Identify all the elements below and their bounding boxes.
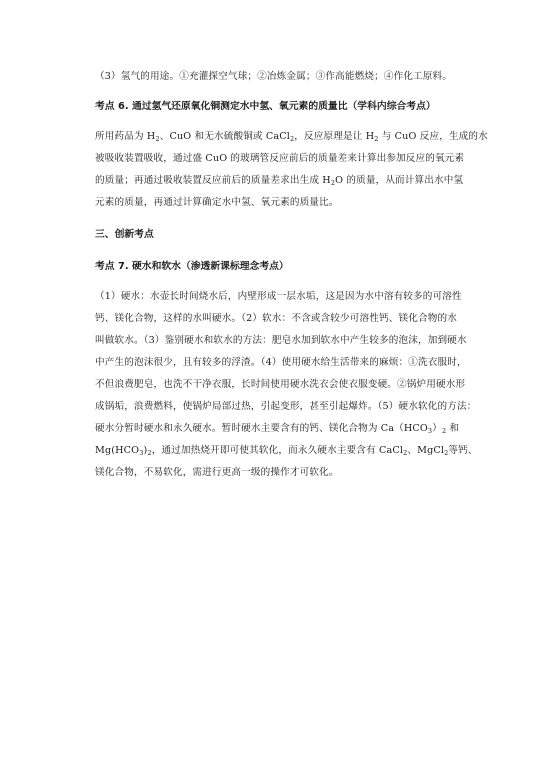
text-run: 硬水分暂时硬水和永久硬水。暂时硬水主要含有的钙、镁化合物为 Ca（HCO (95, 423, 428, 434)
text-line (95, 170, 463, 192)
point-7-number: 7 (118, 261, 125, 272)
text-line (95, 126, 488, 148)
text-run: 所用药品为 H (95, 131, 156, 142)
subscript: 2 (444, 449, 449, 457)
subscript: 2 (403, 449, 408, 457)
text-run: 中产生的泡沫很少，且有较多的浮渣。（4）使用硬水给生活带来的麻烦：①洗衣服时， (95, 357, 467, 368)
text-run: ） (432, 423, 442, 434)
text-run: 、MgCl (407, 445, 445, 456)
text-run: 成锅垢，浪费燃料，使锅炉局部过热，引起变形，甚至引起爆炸。（5）硬水软化的方法： (95, 401, 477, 412)
text-run: ，通过加热烧开即可使其软化，而永久硬水主要含有 CaCl (151, 445, 404, 456)
hydrogen-uses-line: （3）氢气的用途。①充灌探空气球；②冶炼金属；③作高能燃烧；④作化工原料。 (95, 71, 453, 82)
text-run: （1）硬水：水壶长时间烧水后，内壁形成一层水垢，这是因为水中溶有较多的可溶性 (95, 291, 462, 302)
text-line (95, 418, 463, 440)
point-6-number: 6 (118, 101, 125, 112)
text-run: 元素的质量，再通过计算确定水中氢、氧元素的质量比。 (95, 197, 339, 208)
text-run: 等钙、 (448, 445, 478, 456)
text-line (95, 374, 466, 396)
text-run: 的质量；再通过吸收装置反应前后的质量差求出生成 H (95, 175, 331, 186)
text-line (95, 286, 463, 308)
point-7-title: . 硬水和软水（渗透新课标理念考点） (124, 261, 289, 272)
subscript: 2 (374, 135, 379, 143)
text-run: Mg(HCO (95, 445, 140, 456)
point-6-prefix: 考点 (95, 101, 115, 112)
document-page (95, 66, 488, 484)
text-run: ) (143, 445, 148, 456)
text-run: 镁化合物，不易软化，需进行更高一级的操作才可软化。 (95, 467, 339, 478)
text-line (95, 192, 463, 214)
point-6-heading (95, 96, 463, 118)
subscript: 2 (441, 427, 447, 435)
point-7-paragraph (95, 286, 478, 484)
text-run: 被吸收装置吸收，通过盛 CuO 的玻璃管反应前后的质量差来计算出参加反应的氧元素 (95, 153, 465, 164)
subscript: 2 (147, 449, 152, 457)
text-line (95, 308, 463, 330)
text-line (95, 330, 467, 352)
point-6-title: . 通过氢气还原氧化铜测定水中氢、氧元素的质量比（学科内综合考点） (124, 101, 436, 112)
subscript: 2 (330, 179, 336, 187)
text-run: 钙、镁化合物，这样的水叫硬水。（2）软水：不含或含较少可溶性钙、镁化合物的水 (95, 313, 457, 324)
text-line (95, 396, 477, 418)
text-run: O 的质量，从而计算出水中氢 (335, 175, 464, 186)
section-3-heading: 三、创新考点 (95, 229, 154, 240)
point-6-paragraph (95, 126, 488, 214)
subscript: 3 (139, 449, 144, 457)
subscript: 2 (290, 135, 295, 143)
text-line (95, 148, 463, 170)
text-line (95, 440, 478, 462)
text-run: 不但浪费肥皂，也洗不干净衣服，长时间使用硬水洗衣会使衣服变硬。②锅炉用硬水形 (95, 379, 466, 390)
text-run: 叫做软水。（3）鉴别硬水和软水的方法：肥皂水加到软水中产生较多的泡沫，加到硬水 (95, 335, 467, 346)
point-7-heading (95, 256, 463, 278)
text-run: 与 CuO 反应，生成的水 (378, 131, 488, 142)
text-line (95, 462, 463, 484)
point-7-prefix: 考点 (95, 261, 115, 272)
text-run: 、CuO 和无水硫酸铜或 CaCl (159, 131, 290, 142)
text-line (95, 352, 467, 374)
subscript: 3 (427, 427, 433, 435)
text-run: 和 (446, 423, 460, 434)
text-run: ，反应原理是让 H (294, 131, 375, 142)
subscript: 2 (155, 135, 160, 143)
